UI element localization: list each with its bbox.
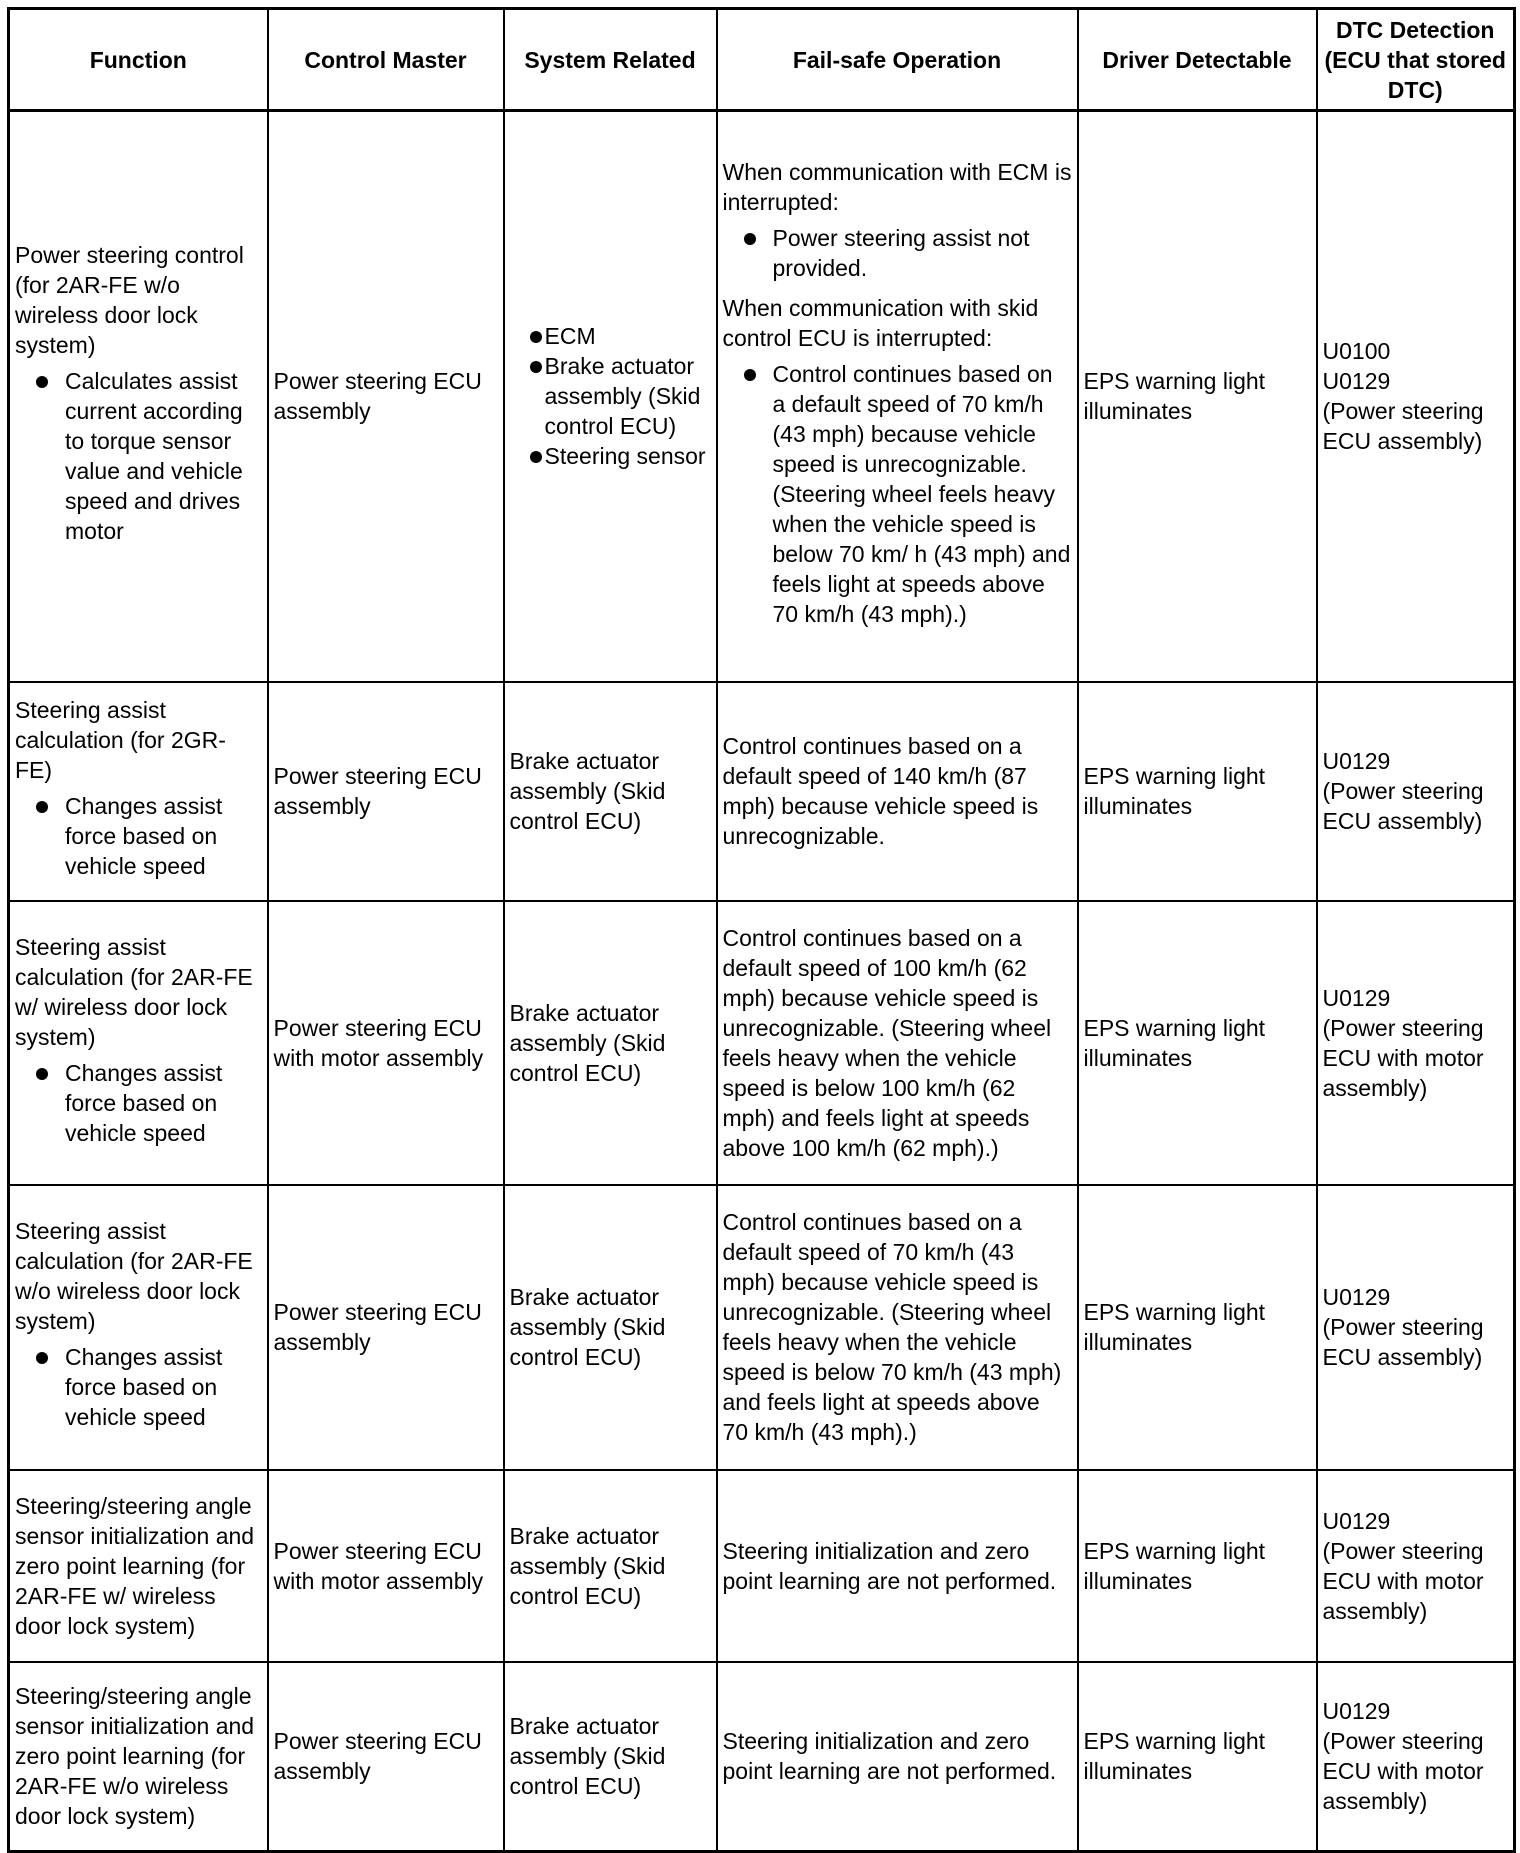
function-cell bbox=[9, 1185, 268, 1470]
function-bullet: Calculates assist current according to torque sensor value and vehicle speed and drives motor bbox=[15, 366, 262, 546]
dtc-code: U0129 bbox=[1322, 1698, 1391, 1725]
failsafe-condition: When communication with skid control ECU is interrupted: bbox=[722, 295, 1039, 352]
table-row bbox=[9, 682, 1515, 901]
function-cell: Steering/steering angle sensor initialization and zero point learning (for 2AR-FE w/ wireless door lock system) bbox=[9, 1470, 268, 1662]
dtc-cell bbox=[1317, 682, 1515, 901]
function-text: Power steering control (for 2AR-FE w/o wireless door lock system) bbox=[15, 242, 244, 359]
system-related-cell: Brake actuator assembly (Skid control ECU) bbox=[504, 1470, 717, 1662]
function-text: Steering assist calculation (for 2GR-FE) bbox=[15, 697, 226, 783]
function-bullet: Changes assist force based on vehicle speed bbox=[15, 791, 262, 881]
table-row bbox=[9, 901, 1515, 1185]
dtc-cell bbox=[1317, 1185, 1515, 1470]
control-master-cell: Power steering ECU assembly bbox=[268, 1185, 504, 1470]
failsafe-cell: Control continues based on a default speed of 100 km/h (62 mph) because vehicle speed is unrecognizable. (Steering wheel feels heavy when the vehicle speed is below 100 km/h (62 mph) and feels light at speeds above 100 km/h (62 mph).) bbox=[717, 901, 1078, 1185]
dtc-cell bbox=[1317, 111, 1515, 682]
control-master-cell: Power steering ECU assembly bbox=[268, 682, 504, 901]
function-cell bbox=[9, 901, 268, 1185]
function-cell: Steering/steering angle sensor initialization and zero point learning (for 2AR-FE w/o wireless door lock system) bbox=[9, 1662, 268, 1852]
failsafe-cell: Control continues based on a default speed of 140 km/h (87 mph) because vehicle speed is unrecognizable. bbox=[717, 682, 1078, 901]
failsafe-cell bbox=[717, 111, 1078, 682]
failsafe-table bbox=[7, 7, 1516, 1853]
dtc-cell bbox=[1317, 901, 1515, 1185]
header-driver-detectable: Driver Detectable bbox=[1078, 9, 1317, 111]
failsafe-cell: Steering initialization and zero point learning are not performed. bbox=[717, 1662, 1078, 1852]
driver-detectable-cell: EPS warning light illuminates bbox=[1078, 111, 1317, 682]
function-cell bbox=[9, 111, 268, 682]
system-related-item: Steering sensor bbox=[510, 441, 711, 471]
failsafe-bullet: Control continues based on a default speed of 70 km/h (43 mph) because vehicle speed is unrecognizable. (Steering wheel feels heavy when the vehicle speed is below 70 km/ h (43 mph) and feels light at speeds above 70 km/h (43 mph).) bbox=[723, 359, 1072, 629]
dtc-ecu: (Power steering ECU with motor assembly) bbox=[1322, 1537, 1484, 1624]
dtc-code: U0129 bbox=[1322, 368, 1391, 395]
failsafe-condition: When communication with ECM is interrupted: bbox=[722, 159, 1072, 216]
control-master-cell: Power steering ECU assembly bbox=[268, 1662, 504, 1852]
control-master-cell: Power steering ECU with motor assembly bbox=[268, 1470, 504, 1662]
dtc-code: U0129 bbox=[1322, 984, 1391, 1011]
dtc-code: U0100 bbox=[1322, 338, 1391, 365]
driver-detectable-cell: EPS warning light illuminates bbox=[1078, 1662, 1317, 1852]
function-text: Steering assist calculation (for 2AR-FE w/o wireless door lock system) bbox=[15, 1218, 253, 1334]
table-row bbox=[9, 1185, 1515, 1470]
header-dtc-detection: DTC Detection (ECU that stored DTC) bbox=[1317, 9, 1515, 111]
dtc-ecu: (Power steering ECU assembly) bbox=[1322, 398, 1484, 455]
header-failsafe-operation: Fail-safe Operation bbox=[717, 9, 1078, 111]
table-row bbox=[9, 111, 1515, 682]
system-related-cell bbox=[504, 111, 717, 682]
header-system-related: System Related bbox=[504, 9, 717, 111]
dtc-cell bbox=[1317, 1662, 1515, 1852]
system-related-cell: Brake actuator assembly (Skid control ECU) bbox=[504, 901, 717, 1185]
failsafe-cell: Control continues based on a default speed of 70 km/h (43 mph) because vehicle speed is unrecognizable. (Steering wheel feels heavy when the vehicle speed is below 70 km/h (43 mph) and feels light at speeds above 70 km/h (43 mph).) bbox=[717, 1185, 1078, 1470]
header-row bbox=[9, 9, 1515, 111]
dtc-code: U0129 bbox=[1322, 1284, 1391, 1310]
dtc-code: U0129 bbox=[1322, 748, 1391, 774]
function-text: Steering assist calculation (for 2AR-FE w/ wireless door lock system) bbox=[15, 933, 253, 1050]
system-related-item: Brake actuator assembly (Skid control ECU) bbox=[510, 351, 711, 441]
dtc-cell bbox=[1317, 1470, 1515, 1662]
dtc-ecu: (Power steering ECU assembly) bbox=[1322, 1314, 1484, 1370]
header-function: Function bbox=[9, 9, 268, 111]
system-related-item: ECM bbox=[510, 321, 711, 351]
failsafe-cell: Steering initialization and zero point learning are not performed. bbox=[717, 1470, 1078, 1662]
driver-detectable-cell: EPS warning light illuminates bbox=[1078, 1470, 1317, 1662]
control-master-cell: Power steering ECU with motor assembly bbox=[268, 901, 504, 1185]
function-bullet: Changes assist force based on vehicle speed bbox=[15, 1058, 262, 1148]
driver-detectable-cell: EPS warning light illuminates bbox=[1078, 901, 1317, 1185]
function-bullet: Changes assist force based on vehicle speed bbox=[15, 1342, 262, 1432]
system-related-cell: Brake actuator assembly (Skid control ECU) bbox=[504, 1185, 717, 1470]
function-cell bbox=[9, 682, 268, 901]
failsafe-bullet: Power steering assist not provided. bbox=[723, 223, 1072, 283]
control-master-cell: Power steering ECU assembly bbox=[268, 111, 504, 682]
dtc-code: U0129 bbox=[1322, 1507, 1391, 1534]
table-row bbox=[9, 1470, 1515, 1662]
driver-detectable-cell: EPS warning light illuminates bbox=[1078, 1185, 1317, 1470]
dtc-ecu: (Power steering ECU assembly) bbox=[1322, 778, 1484, 834]
driver-detectable-cell: EPS warning light illuminates bbox=[1078, 682, 1317, 901]
system-related-cell: Brake actuator assembly (Skid control ECU) bbox=[504, 1662, 717, 1852]
dtc-ecu: (Power steering ECU with motor assembly) bbox=[1322, 1728, 1484, 1815]
table-row bbox=[9, 1662, 1515, 1852]
system-related-cell: Brake actuator assembly (Skid control ECU) bbox=[504, 682, 717, 901]
header-control-master: Control Master bbox=[268, 9, 504, 111]
dtc-ecu: (Power steering ECU with motor assembly) bbox=[1322, 1014, 1484, 1101]
